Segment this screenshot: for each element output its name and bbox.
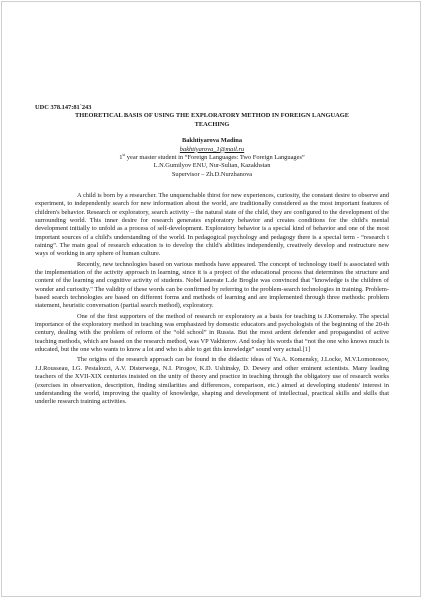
body-paragraph-1: A child is born by a researcher. The unquenchable thirst for new experiences, curiosity, the constant desire to observe and experiment, to independently search for new information about the world, are traditionally considered as the most important features of children's behavior. Research or exploratory, search activity – the natural state of the child, they are configured to the development of the surrounding world. This inner desire for research generates exploratory behavior and creates conditions for the child's mental development initially to unfold as a process of self-development. Exploratory behavior is a special kind of behavior and one of the most important sources of a child's understanding of the world. In pedagogical psychology and pedagogy there is a special term - “research t raining”. The main goal of research education is to develop the child's abilities independently, creatively develop and restructure new ways of working in any sphere of human culture.: [35, 191, 389, 258]
author-name: Bakhtiyarova Madina: [181, 137, 243, 145]
paper-page: [35, 104, 389, 409]
paper-title: THEORETICAL BASIS OF USING THE EXPLORATORY METHOD IN FOREIGN LANGUAGE TEACHING: [75, 112, 349, 128]
udc-code: UDC 378.147:81`243: [35, 104, 92, 111]
author-position: [35, 151, 389, 162]
year-suffix: st: [122, 151, 126, 157]
year-number: 1: [119, 153, 123, 161]
author-email-link[interactable]: bakhtiyarova_1@mail.ru: [179, 145, 245, 153]
author-block: [35, 137, 389, 179]
position-text: year master student in “Foreign Languages: Two Foreign Languages”: [125, 153, 305, 161]
body-paragraph-3: One of the first supporters of the method of research or exploratory as a basis for teaching is J.Komensky. The special importance of the exploratory method in teaching was emphasized by domestic educators and psychologists of the beginning of the 20-th century, dealing with the problem of reform of the “old school” in Russia. But the most ardent defender and propagandist of active teaching methods, which are based on the research method, was VP Vakhterov. And today his words that “not the one who knows much is educated, but the one who wants to know a lot and who is able to get this knowledge” sound very actual.[1]: [35, 312, 389, 354]
author-email-line: [35, 146, 389, 154]
body-paragraph-4: The origins of the research approach can be found in the didactic ideas of Ya.A. Komensky, J.Locke, M.V.Lomonosov, J.J.Rousseau, I.G. Pestalozzi, A.V. Disterwega, N.I. Pirogov, K.D. Ushinsky, D. Dewey and other eminent scientists. Many leading teachers of the XVII-XIX centuries insisted on the unity of theory and practice in teaching through the obligatory use of research works (exercises in observation, description, finding similarities and differences, comparison, etc.) aimed at developing students' interest in understanding the world, improving the quality of knowledge, shaping and development of intellectual, practical skills and skills that underlie research training activities.: [35, 356, 389, 406]
author-university: L.N.Gumilyov ENU, Nur-Sultan, Kazakhstan: [153, 162, 271, 170]
body-paragraph-2: Recently, new technologies based on various methods have appeared. The concept of technology itself is associated with the implementation of the activity approach in learning, since it is a project of the educational process that determines the structure and content of the learning and cognitive activity of students. Nobel laureate L.de Broglie was convinced that "knowledge is the children of wonder and curiosity." The validity of these words can be confirmed by referring to the problem-search technologies in training. Problem-based search technologies are based on different forms and methods of learning and are implemented through three methods: problem statement, heuristic conversation (partial search method), exploratory.: [35, 260, 389, 310]
author-supervisor: Supervisor – Zh.D.Nurzhanova: [171, 170, 253, 178]
